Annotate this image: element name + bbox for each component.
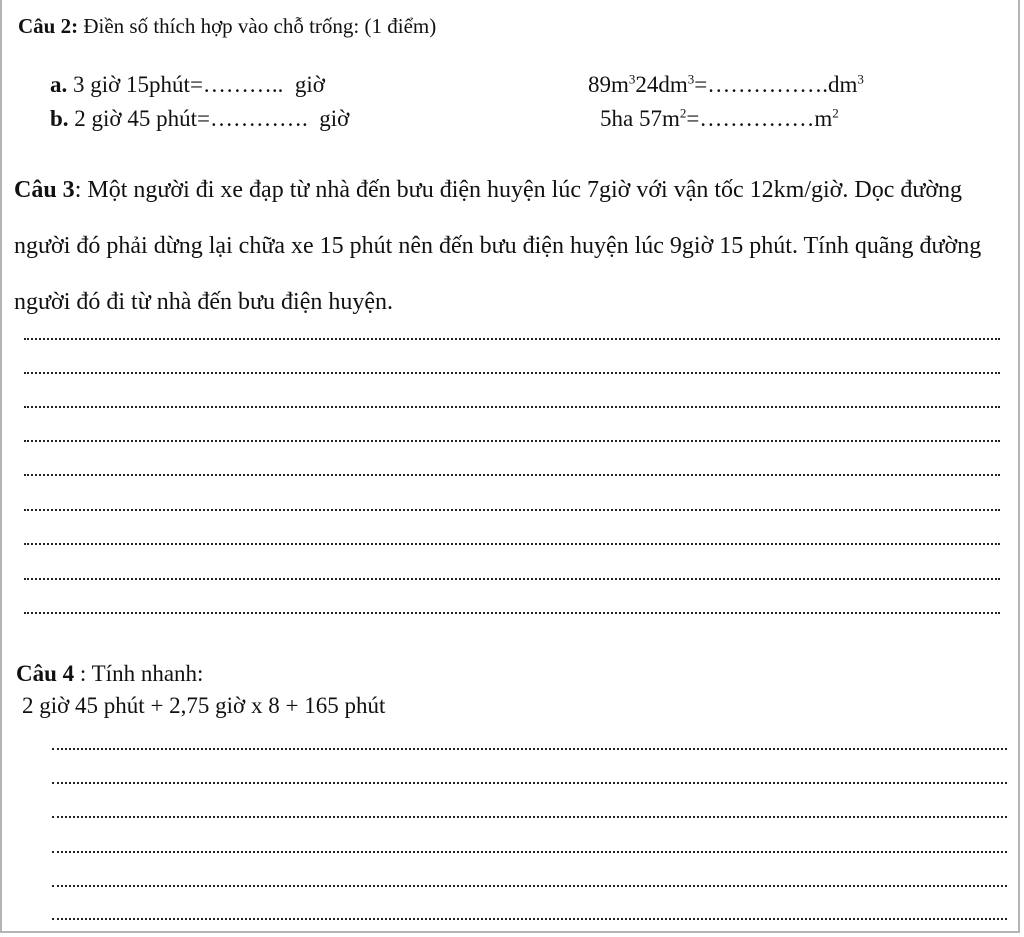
question-4-expression: 2 giờ 45 phút + 2,75 giờ x 8 + 165 phút xyxy=(22,693,386,718)
answer-line[interactable] xyxy=(52,918,1007,920)
answer-line[interactable] xyxy=(52,782,1007,784)
question-3-text: : Một người đi xe đạp từ nhà đến bưu điện huyện lúc 7giờ với vận tốc 12km/giờ. Dọc đường người đó phải dừng lại chữa xe 15 phút nên đến bưu điện huyện lúc 9giờ 15 phút. Tính quãng đường người đó đi từ nhà đến bưu điện huyện. xyxy=(14,177,982,315)
superscript: 2 xyxy=(832,105,839,121)
question-3 xyxy=(14,162,1024,330)
answer-line[interactable] xyxy=(52,816,1007,818)
superscript: 2 xyxy=(679,105,687,121)
item-a-text: 3 giờ 15phút=……….. giờ xyxy=(67,72,325,97)
question-4-text: : Tính nhanh: xyxy=(74,661,204,686)
answer-line[interactable] xyxy=(24,612,1000,614)
answer-line[interactable] xyxy=(24,509,1000,511)
question-4-label: Câu 4 xyxy=(16,661,75,686)
item-b-right-part2: =……………m xyxy=(686,106,833,131)
item-b-right-part1: 5ha 57m xyxy=(600,106,680,131)
question-2-title xyxy=(18,14,436,39)
question-2-text: Điền số thích hợp vào chỗ trống: (1 điểm) xyxy=(78,14,437,38)
answer-line[interactable] xyxy=(52,851,1007,853)
answer-line[interactable] xyxy=(24,440,1000,442)
item-a-right-part2: 24dm xyxy=(635,72,688,97)
item-a-right-part3: =…………….dm xyxy=(694,72,858,97)
answer-line[interactable] xyxy=(24,474,1000,476)
question-2a-left xyxy=(50,72,325,98)
answer-line[interactable] xyxy=(52,748,1007,750)
superscript: 3 xyxy=(857,71,864,87)
item-b-text: 2 giờ 45 phút=…………. giờ xyxy=(68,106,350,131)
superscript: 3 xyxy=(628,71,636,87)
question-3-label: Câu 3 xyxy=(14,177,75,203)
item-a-right-part1: 89m xyxy=(588,72,629,97)
question-4-title xyxy=(16,661,203,687)
answer-line[interactable] xyxy=(52,885,1007,887)
question-2b-left xyxy=(50,106,349,132)
answer-line[interactable] xyxy=(24,372,1000,374)
superscript: 3 xyxy=(687,71,695,87)
answer-line[interactable] xyxy=(24,543,1000,545)
item-b-label: b. xyxy=(50,106,69,131)
question-2b-right xyxy=(600,106,839,132)
question-2-label: Câu 2: xyxy=(18,14,79,38)
answer-line[interactable] xyxy=(24,338,1000,340)
answer-line[interactable] xyxy=(24,578,1000,580)
question-2a-right xyxy=(588,72,864,98)
answer-line[interactable] xyxy=(24,406,1000,408)
item-a-label: a. xyxy=(50,72,68,97)
